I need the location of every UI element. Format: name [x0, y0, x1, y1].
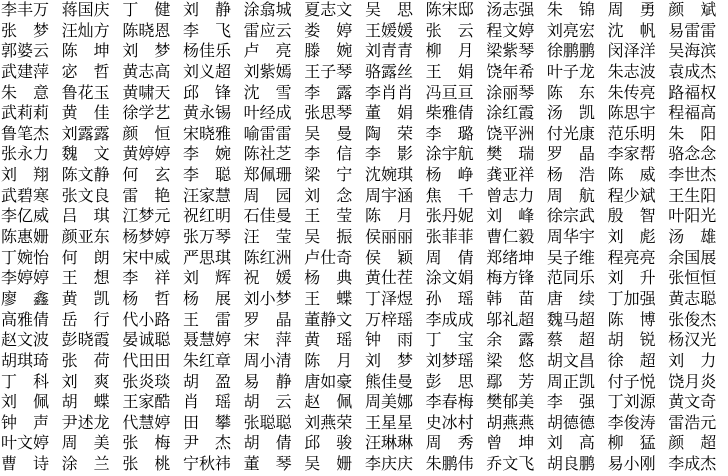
name-cell: 陈惠姗: [1, 227, 50, 247]
name-cell: 涂翕城: [243, 0, 292, 19]
name-cell: 周 航: [546, 185, 595, 205]
name-cell: 祝红明: [182, 206, 231, 226]
name-cell: 宁秋祎: [182, 454, 231, 474]
name-cell: 张永力: [1, 144, 50, 164]
name-cell: 胡 锐: [607, 330, 656, 350]
name-cell: 汤 雄: [668, 227, 717, 247]
name-cell: 刘 峰: [486, 206, 535, 226]
name-cell: 董 娟: [364, 103, 413, 123]
name-cell: 张聪聪: [243, 412, 292, 432]
name-cell: 罗 晶: [546, 144, 595, 164]
name-cell: 郭婆云: [1, 41, 50, 61]
name-cell: 陈 月: [304, 350, 353, 370]
name-cell: 颜 恒: [122, 123, 171, 143]
name-cell: 王家酷: [122, 392, 171, 412]
name-cell: 汤 凯: [546, 103, 595, 123]
name-cell: 黄永锡: [182, 103, 231, 123]
name-cell: 丁加强: [607, 288, 656, 308]
name-cell: 涂宇航: [425, 144, 474, 164]
name-cell: 江梦元: [122, 206, 171, 226]
name-cell: 夏志文: [304, 0, 353, 19]
name-cell: 刘 梦: [122, 41, 171, 61]
name-cell: 胡文昌: [546, 350, 595, 370]
name-cell: 徐 超: [607, 350, 656, 370]
name-cell: 程福高: [668, 103, 717, 123]
name-cell: 李丰万: [1, 0, 50, 19]
name-cell: 雷浩元: [668, 412, 717, 432]
name-cell: 张炎琰: [122, 371, 171, 391]
name-cell: 李 影: [364, 144, 413, 164]
name-cell: 黄 佳: [61, 103, 110, 123]
name-cell: 张俊杰: [668, 309, 717, 329]
name-cell: 杨 浩: [546, 165, 595, 185]
name-cell: 聂慧婷: [182, 330, 231, 350]
name-cell: 田 攀: [182, 412, 231, 432]
name-cell: 樊 瑞: [486, 144, 535, 164]
name-cell: 李肖肖: [364, 82, 413, 102]
name-cell: 周正凯: [546, 371, 595, 391]
name-cell: 丁 健: [122, 0, 171, 19]
name-cell: 熊佳曼: [364, 371, 413, 391]
name-cell: 刘 翔: [1, 165, 50, 185]
name-cell: 朱 意: [1, 82, 50, 102]
name-cell: 岳 行: [61, 309, 110, 329]
name-cell: 李家帮: [607, 144, 656, 164]
name-cell: 万梓瑶: [364, 309, 413, 329]
name-cell: 卢 亮: [243, 41, 292, 61]
name-cell: 丁 科: [1, 371, 50, 391]
name-cell: 廖 鑫: [1, 288, 50, 308]
name-cell: 李 露: [304, 82, 353, 102]
name-cell: 焦 千: [425, 185, 474, 205]
name-cell: 袁成杰: [668, 61, 717, 81]
name-cell: 王生阳: [668, 185, 717, 205]
name-cell: 朱志波: [607, 61, 656, 81]
name-cell: 曹 诗: [1, 454, 50, 474]
name-cell: 丁刘源: [607, 392, 656, 412]
name-cell: 汪 莹: [243, 227, 292, 247]
name-cell: 代小路: [122, 309, 171, 329]
name-cell: 吴 振: [304, 227, 353, 247]
name-cell: 娄 婷: [304, 20, 353, 40]
name-cell: 余 露: [486, 330, 535, 350]
name-cell: 饶平洲: [486, 123, 535, 143]
name-cell: 宋中威: [122, 247, 171, 267]
name-cell: 吴 思: [364, 0, 413, 19]
name-cell: 陈宋邸: [425, 0, 474, 19]
name-cell: 宓 哲: [61, 61, 110, 81]
name-cell: 胡 蝶: [61, 392, 110, 412]
name-cell: 陈 坤: [61, 41, 110, 61]
name-cell: 沈 雪: [243, 82, 292, 102]
name-cell: 涂红霞: [486, 103, 535, 123]
name-cell: 周 倩: [425, 247, 474, 267]
name-cell: 邱 锋: [182, 82, 231, 102]
name-cell: 钟 声: [1, 412, 50, 432]
name-cell: 李 婉: [182, 144, 231, 164]
name-cell: 刘 升: [607, 268, 656, 288]
name-cell: 陈 威: [607, 165, 656, 185]
name-cell: 陈 东: [546, 82, 595, 102]
name-cell: 刘 爽: [61, 371, 110, 391]
name-cell: 刘燕荣: [304, 412, 353, 432]
name-cell: 李 信: [304, 144, 353, 164]
name-cell: 史冰村: [425, 412, 474, 432]
name-cell: 刘紫嫣: [243, 61, 292, 81]
name-cell: 颜亚东: [61, 227, 110, 247]
name-cell: 吴子维: [546, 247, 595, 267]
name-cell: 叶子龙: [546, 61, 595, 81]
name-cell: 丁 宝: [425, 330, 474, 350]
name-cell: 肖 瑶: [182, 392, 231, 412]
name-cell: 朱红章: [182, 350, 231, 370]
name-cell: 鲁笔杰: [1, 123, 50, 143]
name-cell: 曾 坤: [486, 433, 535, 453]
name-cell: 李婷婷: [1, 268, 50, 288]
name-cell: 高雅倩: [1, 309, 50, 329]
name-cell: 代慧婷: [122, 412, 171, 432]
name-cell: 陈晓恩: [122, 20, 171, 40]
name-cell: 陈社芝: [243, 144, 292, 164]
name-cell: 胡燕燕: [486, 412, 535, 432]
name-cell: 李 强: [546, 392, 595, 412]
name-cell: 梁 宁: [304, 165, 353, 185]
name-cell: 曾志力: [486, 185, 535, 205]
name-cell: 蔡 超: [546, 330, 595, 350]
name-cell: 张菲菲: [425, 227, 474, 247]
name-cell: 梁紫琴: [486, 41, 535, 61]
name-cell: 范同乐: [546, 268, 595, 288]
name-cell: 黄志聪: [668, 288, 717, 308]
name-cell: 武碧寒: [1, 185, 50, 205]
name-cell: 胡 倩: [243, 433, 292, 453]
name-cell: 彭晓霞: [61, 330, 110, 350]
name-cell: 叶文婷: [1, 433, 50, 453]
name-cell: 赵 佩: [304, 392, 353, 412]
name-cell: 易 静: [243, 371, 292, 391]
name-cell: 宋晓雅: [182, 123, 231, 143]
name-cell: 唐 续: [546, 288, 595, 308]
name-cell: 黄婷婷: [122, 144, 171, 164]
name-cell: 魏马超: [546, 309, 595, 329]
name-cell: 路福权: [668, 82, 717, 102]
name-cell: 刘 佩: [1, 392, 50, 412]
name-cell: 雷 艳: [122, 185, 171, 205]
name-cell: 周华宇: [546, 227, 595, 247]
name-cell: 柳 猛: [607, 433, 656, 453]
name-cell: 周 美: [61, 433, 110, 453]
name-cell: 杨汉光: [668, 330, 717, 350]
name-cell: 陈红洲: [243, 247, 292, 267]
name-cell: 朱 阳: [668, 123, 717, 143]
name-cell: 朱鹏伟: [425, 454, 474, 474]
name-cell: 韩 苗: [486, 288, 535, 308]
name-cell: 杨 典: [304, 268, 353, 288]
name-cell: 叶经成: [243, 103, 292, 123]
name-cell: 刘露露: [61, 123, 110, 143]
name-cell: 刘 辉: [182, 268, 231, 288]
name-cell: 张 梅: [122, 433, 171, 453]
name-cell: 张 云: [425, 20, 474, 40]
name-cell: 范乐明: [607, 123, 656, 143]
name-cell: 雷应云: [243, 20, 292, 40]
name-cell: 程文婷: [486, 20, 535, 40]
name-cell: 代田田: [122, 350, 171, 370]
name-cell: 徐学艺: [122, 103, 171, 123]
name-cell: 余国展: [668, 247, 717, 267]
name-cell: 黄文奇: [668, 392, 717, 412]
name-cell: 易雷雷: [668, 20, 717, 40]
name-cell: 董 琴: [243, 454, 292, 474]
name-cell: 邬礼超: [486, 309, 535, 329]
name-cell: 张 梦: [1, 20, 50, 40]
name-cell: 尹述龙: [61, 412, 110, 432]
name-cell: 丁婉怡: [1, 247, 50, 267]
name-cell: 徐鹏鹏: [546, 41, 595, 61]
name-cell: 侯丽丽: [364, 227, 413, 247]
name-cell: 杨佳乐: [182, 41, 231, 61]
name-cell: 王媛媛: [364, 20, 413, 40]
name-cell: 殷 智: [607, 206, 656, 226]
name-cell: 刘 力: [668, 350, 717, 370]
name-cell: 董静文: [304, 309, 353, 329]
name-cell: 王 想: [61, 268, 110, 288]
name-cell: 柳 月: [425, 41, 474, 61]
name-cell: 李成成: [425, 309, 474, 329]
name-cell: 梁 悠: [486, 350, 535, 370]
name-cell: 邱 骏: [304, 433, 353, 453]
name-cell: 张丹妮: [425, 206, 474, 226]
name-cell: 张思琴: [304, 103, 353, 123]
name-cell: 丁泽煜: [364, 288, 413, 308]
name-cell: 龚亚祥: [486, 165, 535, 185]
name-cell: 曹仁毅: [486, 227, 535, 247]
name-cell: 刘 念: [304, 185, 353, 205]
name-cell: 柴雅倩: [425, 103, 474, 123]
name-cell: 黄 瑶: [304, 330, 353, 350]
name-cell: 朱 锦: [546, 0, 595, 19]
name-cell: 沈 帆: [607, 20, 656, 40]
name-cell: 吕 琪: [61, 206, 110, 226]
name-cell: 黄 凯: [61, 288, 110, 308]
name-cell: 蒋国庆: [61, 0, 110, 19]
name-cell: 严思琪: [182, 247, 231, 267]
name-cell: 周 秀: [425, 433, 474, 453]
name-cell: 周小清: [243, 350, 292, 370]
name-cell: 杨梦婷: [122, 227, 171, 247]
name-cell: 胡德德: [546, 412, 595, 432]
name-cell: 汪家慧: [182, 185, 231, 205]
name-cell: 李 聪: [182, 165, 231, 185]
name-cell: 吴 曼: [304, 123, 353, 143]
name-cell: 刘小梦: [243, 288, 292, 308]
name-cell: 刘 静: [182, 0, 231, 19]
name-cell: 李春梅: [425, 392, 474, 412]
name-cell: 胡良鹏: [546, 454, 595, 474]
name-cell: 何 朗: [61, 247, 110, 267]
name-cell: 周 勇: [607, 0, 656, 19]
name-cell: 孙 瑶: [425, 288, 474, 308]
name-cell: 晏诚聪: [122, 330, 171, 350]
name-cell: 周宇涵: [364, 185, 413, 205]
name-cell: 武莉莉: [1, 103, 50, 123]
name-cell: 付光康: [546, 123, 595, 143]
name-cell: 尹 杰: [182, 433, 231, 453]
name-cell: 彭 思: [425, 371, 474, 391]
name-cell: 程亮亮: [607, 247, 656, 267]
name-cell: 王星星: [364, 412, 413, 432]
name-cell: 付子悦: [607, 371, 656, 391]
name-cell: 吴 姗: [304, 454, 353, 474]
name-cell: 鲁花玉: [61, 82, 110, 102]
name-cell: 刘 高: [546, 433, 595, 453]
name-cell: 饶月炎: [668, 371, 717, 391]
name-cell: 乔文飞: [486, 454, 535, 474]
name-cell: 闵泽洋: [607, 41, 656, 61]
name-cell: 周美娜: [364, 392, 413, 412]
name-cell: 胡 盈: [182, 371, 231, 391]
name-cell: 刘亮宏: [546, 20, 595, 40]
name-cell: 黄仕茬: [364, 268, 413, 288]
name-cell: 胡琪琦: [1, 350, 50, 370]
name-cell: 喻雷雷: [243, 123, 292, 143]
name-cell: 魏 文: [61, 144, 110, 164]
name-cell: 张万琴: [182, 227, 231, 247]
name-cell: 王 娟: [425, 61, 474, 81]
name-cell: 胡 云: [243, 392, 292, 412]
name-cell: 杨 哲: [122, 288, 171, 308]
name-cell: 李俊涛: [607, 412, 656, 432]
name-cell: 罗 晶: [243, 309, 292, 329]
name-cell: 程少斌: [607, 185, 656, 205]
name-cell: 杨 峥: [425, 165, 474, 185]
name-cell: 汪琳琳: [364, 433, 413, 453]
name-cell: 张文良: [61, 185, 110, 205]
name-cell: 王 莹: [304, 206, 353, 226]
name-cell: 徐宗武: [546, 206, 595, 226]
name-cell: 梅方锋: [486, 268, 535, 288]
name-cell: 李 璐: [425, 123, 474, 143]
name-cell: 张恒恒: [668, 268, 717, 288]
name-cell: 颜 超: [668, 433, 717, 453]
name-cell: 饶年希: [486, 61, 535, 81]
name-cell: 李世杰: [668, 165, 717, 185]
name-cell: 冯亘亘: [425, 82, 474, 102]
name-cell: 郑绪坤: [486, 247, 535, 267]
name-cell: 卢仕奇: [304, 247, 353, 267]
name-cell: 祝 媛: [243, 268, 292, 288]
name-cell: 宋 萍: [243, 330, 292, 350]
name-cell: 刘梦瑶: [425, 350, 474, 370]
name-cell: 郑佩珊: [243, 165, 292, 185]
name-cell: 刘青青: [364, 41, 413, 61]
name-cell: 陈文静: [61, 165, 110, 185]
name-cell: 武建萍: [1, 61, 50, 81]
name-cell: 杨 展: [182, 288, 231, 308]
name-cell: 李成杰: [668, 454, 717, 474]
name-cell: 叶阳光: [668, 206, 717, 226]
name-cell: 涂丽琴: [486, 82, 535, 102]
name-cell: 王 雷: [182, 309, 231, 329]
name-cell: 骆露丝: [364, 61, 413, 81]
name-cell: 易小刚: [607, 454, 656, 474]
name-cell: 何 玄: [122, 165, 171, 185]
name-cell: 黄志高: [122, 61, 171, 81]
name-cell: 钟 雨: [364, 330, 413, 350]
name-cell: 汤志强: [486, 0, 535, 19]
name-cell: 李庆庆: [364, 454, 413, 474]
name-cell: 张 荷: [61, 350, 110, 370]
name-cell: 陈思宇: [607, 103, 656, 123]
name-cell: 赵文波: [1, 330, 50, 350]
name-cell: 黄啸天: [122, 82, 171, 102]
name-cell: 周 园: [243, 185, 292, 205]
name-cell: 李 祥: [122, 268, 171, 288]
name-cell: 骆念念: [668, 144, 717, 164]
name-cell: 刘 梦: [364, 350, 413, 370]
name-cell: 陈 月: [364, 206, 413, 226]
name-cell: 刘 彪: [607, 227, 656, 247]
name-cell: 王子琴: [304, 61, 353, 81]
name-cell: 李 飞: [182, 20, 231, 40]
name-cell: 陈 博: [607, 309, 656, 329]
name-cell: 石佳曼: [243, 206, 292, 226]
name-cell: 樊郁美: [486, 392, 535, 412]
name-cell: 陶 荣: [364, 123, 413, 143]
name-cell: 刘义超: [182, 61, 231, 81]
name-cell: 侯 颖: [364, 247, 413, 267]
name-cell: 颜 斌: [668, 0, 717, 19]
name-cell: 汪灿方: [61, 20, 110, 40]
name-cell: 唐如豪: [304, 371, 353, 391]
name-cell: 张 桃: [122, 454, 171, 474]
name-cell: 李亿威: [1, 206, 50, 226]
name-cell: 沈婉琪: [364, 165, 413, 185]
name-cell: 涂 兰: [61, 454, 110, 474]
name-cell: 涂文娟: [425, 268, 474, 288]
name-cell: 鄢 芳: [486, 371, 535, 391]
name-cell: 吴海滨: [668, 41, 717, 61]
name-cell: 滕 婉: [304, 41, 353, 61]
name-cell: 王 蝶: [304, 288, 353, 308]
name-cell: 朱传亮: [607, 82, 656, 102]
